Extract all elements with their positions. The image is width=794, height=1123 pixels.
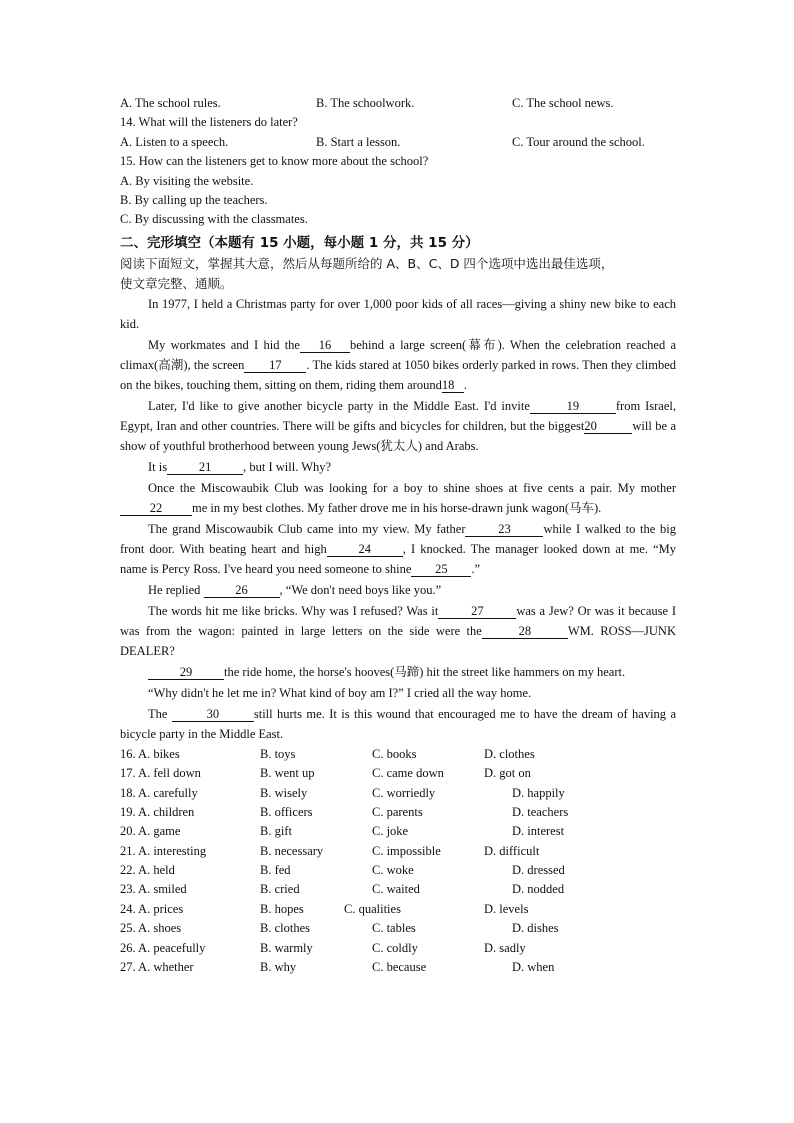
passage-text: , I knocked. The manager looked down at me. “My name is Percy Ross. I've heard you need someone to shine bbox=[120, 541, 677, 576]
choice-c: C. coldly bbox=[372, 940, 418, 955]
passage-text: It is bbox=[148, 459, 168, 474]
section-instruction-1: 阅读下面短文，掌握其大意，然后从每题所给的 A、B、C、D 四个选项中选出最佳选项， bbox=[120, 255, 614, 271]
q15-option-a: A. By visiting the website. bbox=[120, 173, 254, 188]
choice-d: D. teachers bbox=[512, 804, 569, 819]
passage-text: Later, I'd like to give another bicycle party in the Middle East. I'd invite bbox=[148, 398, 530, 413]
passage-paragraph-8 bbox=[120, 601, 676, 661]
choice-c: C. parents bbox=[372, 804, 423, 819]
choice-row bbox=[120, 958, 676, 977]
passage-text: He replied bbox=[148, 582, 201, 597]
passage-text: still hurts me. It is this wound that encouraged me to have the dream of having a bicycle party in the Middle East. bbox=[120, 706, 677, 741]
passage-text: Once the Miscowaubik Club was looking for a boy to shine shoes at five cents a pair. My mother bbox=[148, 480, 676, 495]
passage-text: The grand Miscowaubik Club came into my view. My father bbox=[148, 521, 466, 536]
blank-18: 18 bbox=[442, 378, 464, 393]
section-title: 二、完形填空（本题有 15 小题，每小题 1 分，共 15 分） bbox=[120, 234, 479, 251]
passage-text: the ride home, the horse's hooves(马蹄) hit the street like hammers on my heart. bbox=[224, 664, 626, 679]
choice-a: 22. A. held bbox=[120, 863, 175, 878]
choice-c: C. woke bbox=[372, 863, 414, 878]
choice-c: C. waited bbox=[372, 882, 420, 897]
choice-d: D. dishes bbox=[512, 921, 559, 936]
choice-b: B. warmly bbox=[260, 940, 313, 955]
q15-option-b: B. By calling up the teachers. bbox=[120, 192, 268, 207]
choice-c: C. books bbox=[372, 746, 417, 761]
passage-text: . bbox=[463, 377, 467, 392]
choice-row bbox=[120, 919, 676, 938]
choice-a: 16. A. bikes bbox=[120, 746, 180, 761]
passage-paragraph-9 bbox=[120, 662, 676, 682]
choice-d: D. sadly bbox=[484, 940, 526, 955]
choice-row bbox=[120, 745, 676, 764]
blank-29: 29 bbox=[148, 665, 224, 680]
blank-23: 23 bbox=[465, 522, 543, 537]
choice-d: D. clothes bbox=[484, 746, 535, 761]
passage-text: My workmates and I hid the bbox=[148, 337, 300, 352]
blank-19: 19 bbox=[530, 399, 616, 414]
passage-text: behind a large screen(幕布). When the celebration reached a climax(高潮), the screen bbox=[120, 337, 677, 372]
choice-b: B. clothes bbox=[260, 921, 310, 936]
section-instruction-2: 使文章完整、通顺。 bbox=[120, 275, 233, 291]
choice-b: B. necessary bbox=[260, 843, 324, 858]
blank-17: 17 bbox=[244, 358, 306, 373]
choice-a: 20. A. game bbox=[120, 824, 181, 839]
choice-row bbox=[120, 764, 676, 783]
choice-c: C. qualities bbox=[344, 901, 401, 916]
passage-text: . The kids stared at 1050 bikes orderly parked in rows. Then they climbed on the bikes, touching them, sitting on them, riding them around bbox=[120, 357, 676, 392]
choice-c: C. came down bbox=[372, 766, 444, 781]
choice-d: D. nodded bbox=[512, 882, 565, 897]
choice-row bbox=[120, 939, 676, 958]
passage-text: The bbox=[148, 706, 168, 721]
choice-b: B. went up bbox=[260, 766, 315, 781]
choice-b: B. gift bbox=[260, 824, 292, 839]
choice-row bbox=[120, 822, 676, 841]
passage-paragraph-5 bbox=[120, 478, 676, 518]
choice-a: 17. A. fell down bbox=[120, 766, 201, 781]
blank-26: 26 bbox=[204, 583, 280, 598]
q14-option-c: C. Tour around the school. bbox=[512, 134, 645, 149]
q14-option-a: A. Listen to a speech. bbox=[120, 134, 229, 149]
q14-options bbox=[120, 133, 676, 152]
passage-paragraph-4 bbox=[120, 457, 676, 477]
choice-d: D. interest bbox=[512, 824, 565, 839]
choice-c: C. worriedly bbox=[372, 785, 436, 800]
passage-paragraph-6 bbox=[120, 519, 676, 579]
passage-text: The words hit me like bricks. Why was I refused? Was it bbox=[148, 603, 439, 618]
passage-text: was a Jew? Or was it because I was from the wagon: painted in large letters on the side were the bbox=[120, 603, 676, 638]
choice-a: 25. A. shoes bbox=[120, 921, 182, 936]
choice-row bbox=[120, 784, 676, 803]
choice-c: C. impossible bbox=[372, 843, 441, 858]
choice-row bbox=[120, 861, 676, 880]
passage-paragraph-11 bbox=[120, 704, 676, 744]
blank-21: 21 bbox=[167, 460, 243, 475]
q15-option-c: C. By discussing with the classmates. bbox=[120, 212, 308, 227]
blank-30: 30 bbox=[172, 707, 254, 722]
choice-row bbox=[120, 803, 676, 822]
answer-choices bbox=[120, 745, 676, 978]
passage-text: , “We don't need boys like you.” bbox=[279, 582, 442, 597]
blank-25: 25 bbox=[411, 562, 471, 577]
choice-b: B. hopes bbox=[260, 901, 304, 916]
choice-a: 21. A. interesting bbox=[120, 843, 207, 858]
blank-24: 24 bbox=[327, 542, 403, 557]
choice-a: 23. A. smiled bbox=[120, 882, 187, 897]
passage-text: WM. ROSS—JUNK DEALER? bbox=[120, 623, 676, 658]
choice-d: D. happily bbox=[512, 785, 565, 800]
choice-d: D. difficult bbox=[484, 843, 540, 858]
choice-b: B. wisely bbox=[260, 785, 308, 800]
choice-b: B. fed bbox=[260, 863, 291, 878]
choice-d: D. dressed bbox=[512, 863, 565, 878]
choice-c: C. joke bbox=[372, 824, 409, 839]
q15-question: 15. How can the listeners get to know more about the school? bbox=[120, 154, 429, 169]
choice-a: 18. A. carefully bbox=[120, 785, 198, 800]
q13-option-a: A. The school rules. bbox=[120, 96, 221, 110]
choice-a: 27. A. whether bbox=[120, 960, 194, 975]
choice-d: D. levels bbox=[484, 901, 529, 916]
q14-option-b: B. Start a lesson. bbox=[316, 134, 401, 149]
choice-d: D. got on bbox=[484, 766, 531, 781]
choice-a: 26. A. peacefully bbox=[120, 940, 206, 955]
passage-paragraph-3 bbox=[120, 396, 676, 456]
blank-16: 16 bbox=[300, 338, 350, 353]
choice-c: C. because bbox=[372, 960, 427, 975]
passage-paragraph-10: “Why didn't he let me in? What kind of boy am I?” I cried all the way home. bbox=[148, 685, 532, 700]
q14-question: 14. What will the listeners do later? bbox=[120, 115, 298, 130]
choice-b: B. why bbox=[260, 960, 297, 975]
blank-20: 20 bbox=[584, 419, 632, 434]
choice-a: 19. A. children bbox=[120, 804, 195, 819]
passage-text: , but I will. Why? bbox=[243, 459, 332, 474]
choice-b: B. officers bbox=[260, 804, 313, 819]
choice-row bbox=[120, 900, 676, 919]
passage-paragraph-2 bbox=[120, 335, 676, 395]
passage-text: will be a show of youthful brotherhood between young Jews(犹太人) and Arabs. bbox=[120, 418, 676, 453]
q13-option-b: B. The schoolwork. bbox=[316, 96, 415, 110]
passage-text: from Israel, Egypt, Iran and other countries. There will be gifts and bicycles for children, but the biggest bbox=[120, 398, 677, 433]
choice-b: B. cried bbox=[260, 882, 300, 897]
choice-c: C. tables bbox=[372, 921, 416, 936]
choice-row bbox=[120, 842, 676, 861]
passage-text: while I walked to the big front door. With beating heart and high bbox=[120, 521, 676, 556]
blank-27: 27 bbox=[438, 604, 516, 619]
passage-text: .” bbox=[471, 561, 481, 576]
passage-text: me in my best clothes. My father drove me in his horse-drawn junk wagon(马车). bbox=[192, 500, 602, 515]
passage-paragraph-7 bbox=[120, 580, 676, 600]
passage-paragraph-1: In 1977, I held a Christmas party for over 1,000 poor kids of all races—giving a shiny new bike to each kid. bbox=[120, 296, 676, 331]
blank-22: 22 bbox=[120, 501, 192, 516]
q13-option-c: C. The school news. bbox=[512, 96, 614, 110]
choice-a: 24. A. prices bbox=[120, 901, 184, 916]
choice-b: B. toys bbox=[260, 746, 296, 761]
q13-options bbox=[120, 94, 676, 113]
exam-page bbox=[120, 94, 676, 977]
blank-28: 28 bbox=[482, 624, 568, 639]
choice-d: D. when bbox=[512, 960, 555, 975]
choice-row bbox=[120, 880, 676, 899]
